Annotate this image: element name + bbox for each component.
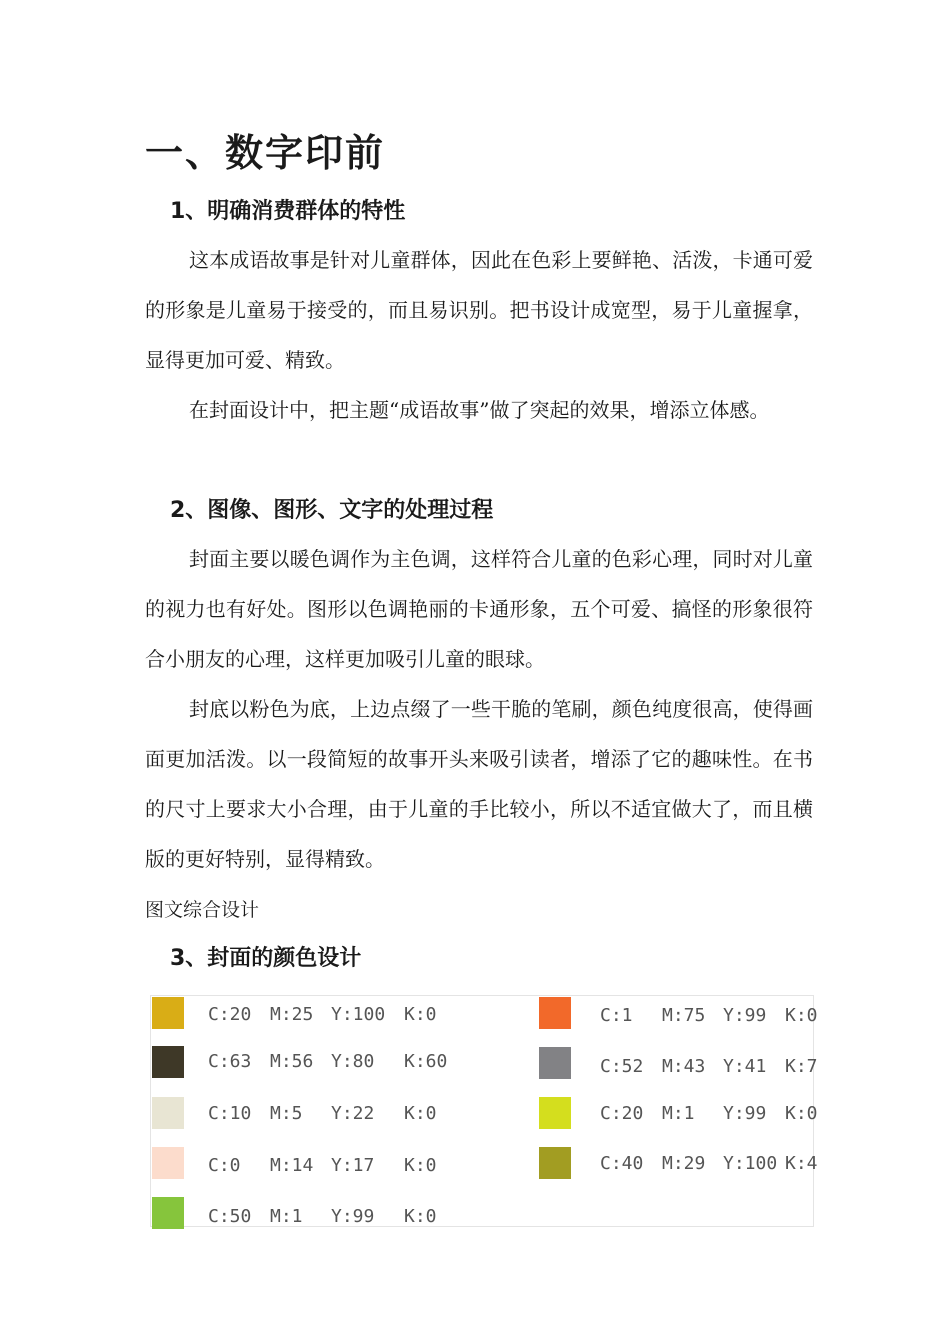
black-value: K:7 (785, 1056, 818, 1077)
yellow-value: Y:99 (331, 1206, 375, 1227)
magenta-value: M:43 (662, 1056, 706, 1077)
magenta-value: M:56 (270, 1051, 314, 1072)
section-3-title: 3、封面的颜色设计 (170, 946, 362, 971)
cyan-value: C:0 (208, 1155, 241, 1176)
color-swatch (152, 997, 184, 1029)
cyan-value: C:20 (208, 1004, 252, 1025)
yellow-value: Y:100 (723, 1153, 778, 1174)
magenta-value: M:5 (270, 1103, 303, 1124)
color-swatch (152, 1097, 184, 1129)
yellow-value: Y:22 (331, 1103, 375, 1124)
black-value: K:0 (785, 1103, 818, 1124)
magenta-value: M:1 (662, 1103, 695, 1124)
black-value: K:0 (404, 1206, 437, 1227)
black-value: K:0 (404, 1103, 437, 1124)
color-swatch (152, 1197, 184, 1229)
black-value: K:0 (404, 1004, 437, 1025)
black-value: K:0 (404, 1155, 437, 1176)
section-1-paragraph-2: 在封面设计中，把主题“成语故事”做了突起的效果，增添立体感。 (189, 398, 770, 422)
cyan-value: C:40 (600, 1153, 644, 1174)
yellow-value: Y:41 (723, 1056, 767, 1077)
yellow-value: Y:99 (723, 1103, 767, 1124)
black-value: K:60 (404, 1051, 448, 1072)
section-1-title: 1、明确消费群体的特性 (170, 199, 406, 224)
magenta-value: M:14 (270, 1155, 314, 1176)
yellow-value: Y:99 (723, 1005, 767, 1026)
magenta-value: M:29 (662, 1153, 706, 1174)
cyan-value: C:1 (600, 1005, 633, 1026)
cyan-value: C:50 (208, 1206, 252, 1227)
color-swatch (152, 1147, 184, 1179)
magenta-value: M:75 (662, 1005, 706, 1026)
magenta-value: M:1 (270, 1206, 303, 1227)
color-swatch (539, 1147, 571, 1179)
black-value: K:0 (785, 1005, 818, 1026)
black-value: K:4 (785, 1153, 818, 1174)
section-1-paragraph-1: 这本成语故事是针对儿童群体，因此在色彩上要鲜艳、活泼，卡通可爱的形象是儿童易于接受的，而且易识别。把书设计成宽型，易于儿童握拿，显得更加可爱、精致。 (145, 248, 813, 372)
yellow-value: Y:80 (331, 1051, 375, 1072)
yellow-value: Y:17 (331, 1155, 375, 1176)
section-2-paragraph-1: 封面主要以暖色调作为主色调，这样符合儿童的色彩心理，同时对儿童的视力也有好处。图形以色调艳丽的卡通形象，五个可爱、搞怪的形象很符合小朋友的心理，这样更加吸引儿童的眼球。 (145, 547, 813, 671)
section-2-title: 2、图像、图形、文字的处理过程 (170, 498, 494, 523)
color-swatch-panel (150, 995, 818, 1227)
design-note-line: 图文综合设计 (145, 899, 260, 921)
color-swatch (539, 1047, 571, 1079)
section-2-paragraph-2: 封底以粉色为底，上边点缀了一些干脆的笔刷，颜色纯度很高，使得画面更加活泼。以一段简短的故事开头来吸引读者，增添了它的趣味性。在书的尺寸上要求大小合理，由于儿童的手比较小，所以不适宜做大了，而且横版的更好特别，显得精致。 (145, 697, 813, 871)
color-swatch (539, 997, 571, 1029)
magenta-value: M:25 (270, 1004, 314, 1025)
cyan-value: C:52 (600, 1056, 644, 1077)
cyan-value: C:20 (600, 1103, 644, 1124)
cyan-value: C:10 (208, 1103, 252, 1124)
chapter-heading: 一、数字印前 (145, 131, 386, 175)
yellow-value: Y:100 (331, 1004, 386, 1025)
cyan-value: C:63 (208, 1051, 252, 1072)
color-swatch (539, 1097, 571, 1129)
color-swatch (152, 1046, 184, 1078)
